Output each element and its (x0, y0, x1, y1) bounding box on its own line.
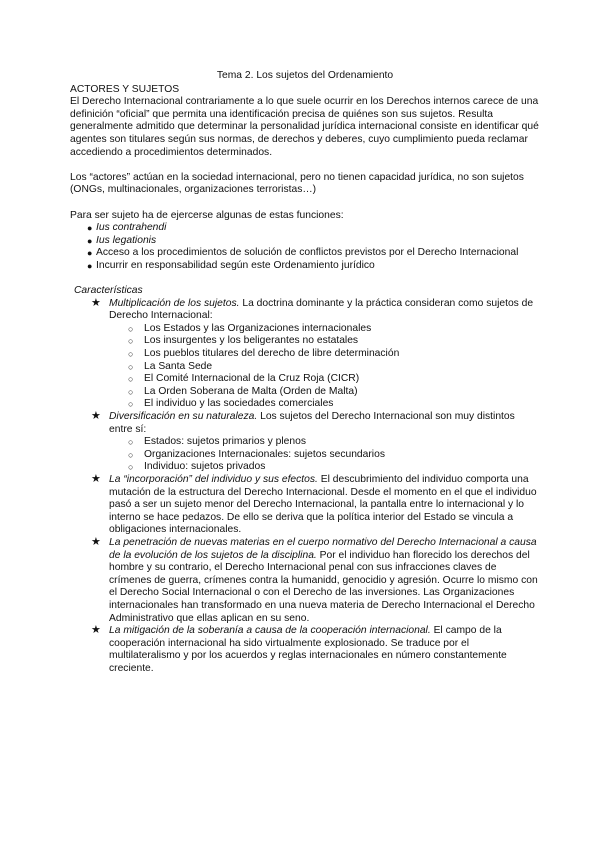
subitem (109, 398, 540, 411)
circle-bullet-icon: ○ (128, 349, 134, 360)
document-page (70, 70, 540, 676)
characteristic-subitems (109, 436, 540, 474)
circle-bullet-icon: ○ (128, 449, 134, 460)
star-bullet-icon: ★ (91, 296, 101, 309)
bullet-icon: ● (87, 235, 93, 246)
characteristic-title: La penetración de nuevas materias en el cuerpo normativo del Derecho Internacional a causa de la evolución de los sujetos de la disciplina. (109, 536, 537, 561)
bullet-icon: ● (87, 248, 93, 259)
characteristic-item (70, 411, 540, 474)
circle-bullet-icon: ○ (128, 399, 134, 410)
function-item (70, 222, 540, 235)
subitem (109, 323, 540, 336)
subitem (109, 449, 540, 462)
subitem-text: La Santa Sede (144, 360, 213, 372)
function-item (70, 235, 540, 248)
characteristics-heading: Características (74, 285, 143, 297)
star-bullet-icon: ★ (91, 473, 101, 485)
subitem (109, 335, 540, 348)
circle-bullet-icon: ○ (128, 374, 134, 385)
characteristic-text: El campo de la cooperación internacional ha sido virtualmente explosionado. Se traduce por el multilateralismo y por los acuerdos y reglas internacionales en número constantemente creciente. (109, 625, 507, 674)
function-item-text: Ius contrahendi (96, 222, 167, 234)
subitem-text: Los pueblos titulares del derecho de libre determinación (144, 348, 400, 360)
characteristic-item (70, 537, 540, 625)
function-item (70, 247, 540, 260)
characteristic-item (70, 625, 540, 675)
paragraph-definition: El Derecho Internacional contrariamente a lo que suele ocurrir en los Derechos internos carece de una definición “oficial” que permita una identificación precisa de quiénes son sus sujetos. Resulta generalmente admitido que determinar la personalidad jurídica internacional consiste en identificar qué agentes son titulares según sus normas, de derechos y deberes, cuyo cumplimiento pueda reclamar accediendo a procedimientos determinados. (70, 96, 539, 158)
star-bullet-icon: ★ (91, 410, 101, 423)
characteristic-title: Multiplicación de los sujetos. (109, 297, 240, 309)
star-bullet-icon: ★ (91, 624, 101, 637)
circle-bullet-icon: ○ (128, 437, 134, 448)
circle-bullet-icon: ○ (128, 462, 134, 473)
characteristic-title: La “incorporación” del individuo y sus efectos. (109, 474, 318, 485)
characteristic-title: La mitigación de la soberanía a causa de la cooperación internacional. (109, 625, 431, 637)
subitem (109, 436, 540, 449)
subitem (109, 461, 540, 474)
subitem (109, 348, 540, 361)
subitem-text: Estados: sujetos primarios y plenos (144, 436, 306, 448)
subitem-text: Individuo: sujetos privados (144, 461, 266, 473)
functions-list (70, 222, 540, 272)
circle-bullet-icon: ○ (128, 386, 134, 397)
subitem (109, 386, 540, 399)
subitem-text: Los insurgentes y los beligerantes no estatales (144, 335, 359, 347)
function-item-text: Acceso a los procedimientos de solución de conflictos previstos por el Derecho Internacional (96, 247, 519, 259)
function-item (70, 260, 540, 273)
characteristic-text: El descubrimiento del individuo comporta una mutación de la estructura del Derecho Internacional. Desde el momento en el que el individuo pasó a ser un sujeto menor del Derecho Internacional, la pantalla entre lo internacional y lo interno se hace pedazos. De ello se deriva que la política interior del Estado se vincula a obligaciones internacionales. (109, 474, 537, 536)
star-bullet-icon: ★ (91, 535, 101, 548)
subitem-text: Los Estados y las Organizaciones internacionales (144, 322, 372, 334)
circle-bullet-icon: ○ (128, 336, 134, 347)
characteristic-text: Por el individuo han florecido los derechos del hombre y su contrario, el Derecho Internacional penal con sus infracciones claves de crímenes de guerra, crímenes contra la humanidd, genocidio y agresión. Ocurre lo mismo con el Derecho Social Internacional o con el Derecho de las inversiones. Las Organizaciones internacionales han transformado en una nueva materia de Derecho Internacional el Derecho Administrativo que ellas aplican en su seno. (109, 549, 538, 624)
subitem (109, 361, 540, 374)
characteristic-subitems (109, 323, 540, 411)
subitem-text: El individuo y las sociedades comerciales (144, 398, 334, 410)
function-item-text: Incurrir en responsabilidad según este Ordenamiento jurídico (96, 259, 375, 271)
subitem (109, 373, 540, 386)
characteristics-list (70, 298, 540, 676)
section-heading: ACTORES Y SUJETOS (70, 83, 180, 95)
bullet-icon: ● (87, 223, 93, 234)
characteristic-text: La doctrina dominante y la práctica consideran como sujetos de Derecho Internacional: (109, 297, 534, 322)
paragraph-functions-intro: Para ser sujeto ha de ejercerse algunas de estas funciones: (70, 209, 344, 221)
paragraph-actors: Los “actores” actúan en la sociedad internacional, pero no tienen capacidad jurídica, no son sujetos (ONGs, multinacionales, organizaciones terroristas…) (70, 171, 524, 196)
function-item-text: Ius legationis (96, 234, 157, 246)
subitem-text: El Comité Internacional de la Cruz Roja (CICR) (144, 373, 360, 385)
characteristic-title: Diversificación en su naturaleza. (109, 411, 258, 423)
characteristic-text: Los sujetos del Derecho Internacional son muy distintos entre sí: (109, 411, 515, 435)
circle-bullet-icon: ○ (128, 361, 134, 372)
circle-bullet-icon: ○ (128, 323, 134, 334)
characteristic-item (70, 298, 540, 411)
characteristic-item (70, 474, 540, 537)
bullet-icon: ● (87, 260, 93, 271)
subitem-text: La Orden Soberana de Malta (Orden de Malta) (144, 385, 358, 397)
subitem-text: Organizaciones Internacionales: sujetos secundarios (144, 448, 385, 460)
page-title: Tema 2. Los sujetos del Ordenamiento (216, 70, 394, 81)
